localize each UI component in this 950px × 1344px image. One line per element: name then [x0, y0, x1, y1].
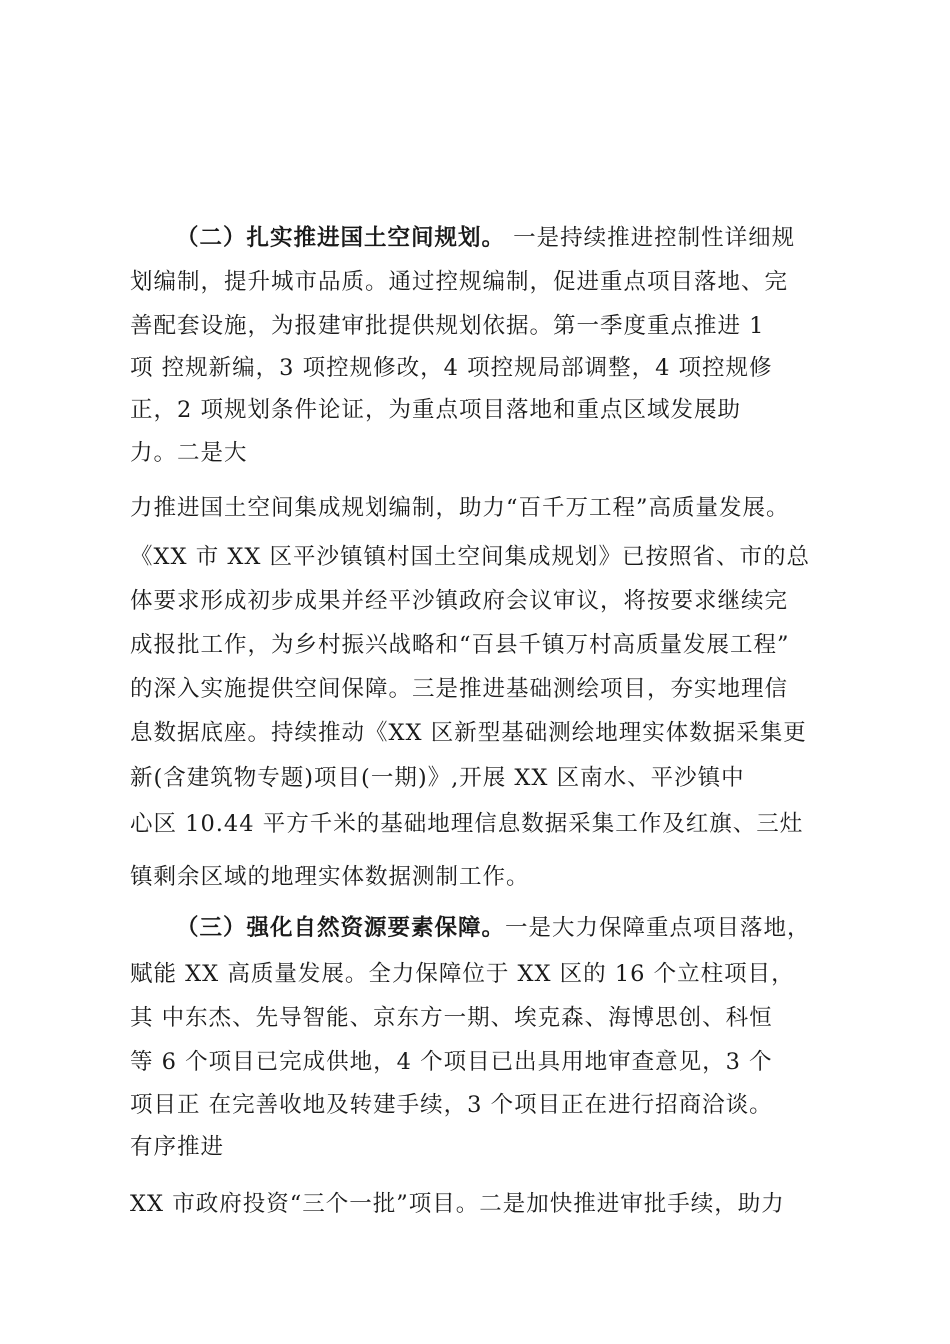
section2-first-line-text: 一是持续推进控制性详细规: [505, 225, 796, 251]
paragraph-line: 正，2 项规划条件论证，为重点项目落地和重点区域发展助: [130, 397, 741, 423]
paragraph-line: 力。二是大: [130, 440, 248, 466]
section2-heading: （二）扎实推进国土空间规划。: [176, 225, 506, 251]
paragraph-line: 项 控规新编，3 项控规修改，4 项控规局部调整，4 项控规修: [130, 355, 773, 381]
paragraph-line: 有序推进: [130, 1134, 225, 1160]
paragraph-line: 力推进国土空间集成规划编制，助力“百千万工程”高质量发展。: [130, 495, 790, 521]
paragraph-line: 成报批工作，为乡村振兴战略和“百县千镇万村高质量发展工程”: [130, 632, 790, 658]
paragraph-line: 项目正 在完善收地及转建手续，3 个项目正在进行招商洽谈。: [130, 1092, 773, 1118]
paragraph-line: 等 6 个项目已完成供地，4 个项目已出具用地审查意见，3 个: [130, 1049, 773, 1075]
paragraph-line: 镇剩余区域的地理实体数据测制工作。: [130, 864, 530, 890]
paragraph-line: 《XX 市 XX 区平沙镇镇村国土空间集成规划》已按照省、市的总: [130, 544, 811, 570]
paragraph-line: 其 中东杰、先导智能、京东方一期、埃克森、海博思创、科恒: [130, 1005, 773, 1031]
paragraph-line: 息数据底座。持续推动《XX 区新型基础测绘地理实体数据采集更: [130, 720, 807, 746]
paragraph-line: 的深入实施提供空间保障。三是推进基础测绘项目，夯实地理信: [130, 676, 789, 702]
section2-first-line: [176, 222, 830, 254]
section3-heading: （三）强化自然资源要素保障。: [176, 915, 506, 941]
paragraph-line: 善配套设施，为报建审批提供规划依据。第一季度重点推进 1: [130, 313, 765, 339]
paragraph-line: 新(含建筑物专题)项目(一期)》,开展 XX 区南水、平沙镇中: [130, 765, 745, 791]
paragraph-line: XX 市政府投资“三个一批”项目。二是加快推进审批手续，助力: [130, 1191, 785, 1217]
paragraph-line: 划编制，提升城市品质。通过控规编制，促进重点项目落地、完: [130, 269, 789, 295]
paragraph-line: 赋能 XX 高质量发展。全力保障位于 XX 区的 16 个立柱项目，: [130, 961, 795, 987]
paragraph-line: 心区 10.44 平方千米的基础地理信息数据采集工作及红旗、三灶: [130, 811, 804, 837]
section3-first-line-text: 一是大力保障重点项目落地，: [505, 915, 811, 941]
paragraph-line: 体要求形成初步成果并经平沙镇政府会议审议，将按要求继续完: [130, 588, 789, 614]
section3-first-line: [176, 912, 830, 944]
